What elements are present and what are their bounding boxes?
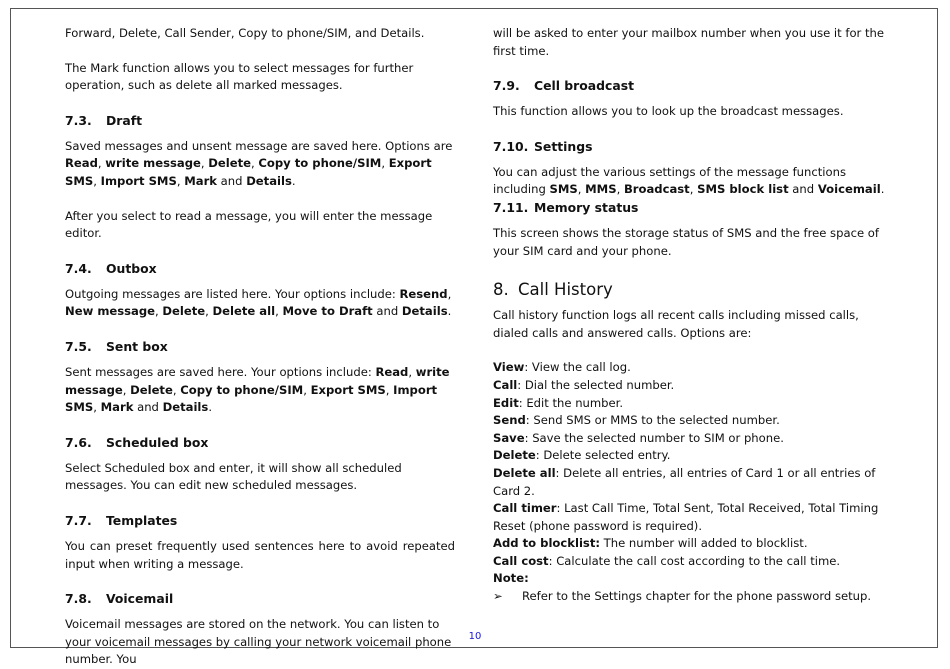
option-item (493, 553, 893, 571)
option-term: View (493, 360, 525, 375)
heading-cell-broadcast (493, 77, 893, 95)
option-term: Call cost (493, 553, 549, 568)
paragraph-call-history-intro: Call history function logs all recent calls including missed calls, dialed calls and answered calls. Options are: (493, 308, 859, 340)
section-title: Scheduled box (106, 434, 209, 450)
heading-settings (493, 138, 893, 156)
chapter-number: 8. (493, 280, 509, 300)
section-title: Sent box (106, 338, 168, 354)
section-number: 7.9. (493, 78, 520, 94)
paragraph-draft: Saved messages and unsent message are saved here. Options are Read, write message, Delete, Copy to phone/SIM, Export SMS, Import SMS, Mark and Details. (65, 138, 453, 188)
section-number: 7.5. (65, 338, 92, 354)
section-number: 7.4. (65, 260, 92, 276)
section-title: Voicemail (106, 591, 174, 607)
heading-voicemail (65, 590, 455, 608)
paragraph-draft-editor: After you select to read a message, you will enter the message editor. (65, 208, 433, 241)
option-term: Edit (493, 395, 519, 410)
heading-draft (65, 112, 455, 130)
arrow-bullet-icon: ➢ (493, 589, 503, 604)
section-number: 7.8. (65, 591, 92, 607)
paragraph-memory-status: This screen shows the storage status of SMS and the free space of your SIM card and your phone. (493, 225, 879, 258)
paragraph-voicemail: Voicemail messages are stored on the network. You can listen to your voicemail messages by calling your network voicemail phone number. You (65, 617, 452, 667)
option-item (493, 465, 893, 500)
note-label: Note: (493, 571, 529, 586)
section-number: 7.11. (493, 199, 529, 215)
option-term: Call (493, 377, 518, 392)
option-item (493, 395, 893, 413)
option-description: : Save the selected number to SIM or phone. (524, 430, 784, 445)
option-description: The number will added to blocklist. (600, 536, 808, 551)
option-description: : Last Call Time, Total Sent, Total Received, Total Timing Reset (phone password is required). (493, 501, 879, 533)
paragraph-mark: The Mark function allows you to select messages for further operation, such as delete all marked messages. (65, 60, 414, 93)
heading-call-history (493, 277, 893, 303)
option-term: Send (493, 413, 526, 428)
section-number: 7.10. (493, 138, 529, 154)
paragraph-outbox: Outgoing messages are listed here. Your options include: Resend, New message, Delete, Delete all, Move to Draft and Details. (65, 286, 452, 319)
call-history-options-list (493, 359, 893, 570)
paragraph-templates: You can preset frequently used sentences here to avoid repeated input when writing a message. (65, 538, 455, 571)
section-number: 7.7. (65, 512, 92, 528)
heading-templates (65, 512, 455, 530)
option-item (493, 377, 893, 395)
option-item (493, 412, 893, 430)
option-term: Add to blocklist: (493, 536, 600, 551)
chapter-title: Call History (518, 280, 613, 300)
note-text: Refer to the Settings chapter for the phone password setup. (522, 589, 872, 604)
paragraph-sent-box: Sent messages are saved here. Your options include: Read, write message, Delete, Copy to phone/SIM, Export SMS, Import SMS, Mark and Details. (65, 364, 450, 415)
option-item (493, 500, 893, 535)
heading-memory-status (493, 199, 893, 217)
right-column (493, 25, 893, 606)
section-title: Memory status (534, 199, 639, 215)
option-description: : Delete selected entry. (535, 448, 671, 463)
section-number: 7.6. (65, 434, 92, 450)
option-description: : Calculate the call cost according to the call time. (548, 553, 841, 568)
page-number: 10 (468, 631, 482, 642)
heading-outbox (65, 260, 455, 278)
note-item (493, 588, 893, 606)
paragraph-settings: You can adjust the various settings of the message functions including SMS, MMS, Broadcast, SMS block list and Voicemail. (493, 164, 885, 197)
paragraph-scheduled-box: Select Scheduled box and enter, it will show all scheduled messages. You can edit new scheduled messages. (65, 460, 402, 493)
option-item (493, 535, 893, 553)
section-number: 7.3. (65, 112, 92, 128)
heading-scheduled-box (65, 434, 455, 452)
option-term: Delete (493, 448, 536, 463)
section-title: Draft (106, 112, 143, 128)
option-item (493, 430, 893, 448)
option-description: : View the call log. (524, 360, 631, 375)
option-term: Delete all (493, 465, 556, 480)
section-title: Outbox (106, 260, 157, 276)
option-description: : Send SMS or MMS to the selected number. (525, 413, 780, 428)
section-title: Templates (106, 512, 178, 528)
option-description: : Edit the number. (518, 395, 624, 410)
section-title: Settings (534, 138, 593, 154)
option-description: : Dial the selected number. (517, 377, 675, 392)
paragraph-forward: Forward, Delete, Call Sender, Copy to phone/SIM, and Details. (65, 26, 425, 40)
option-description: : Delete all entries, all entries of Card 1 or all entries of Card 2. (493, 465, 876, 498)
option-item (493, 359, 893, 377)
paragraph-cell-broadcast: This function allows you to look up the broadcast messages. (493, 104, 844, 119)
option-term: Call timer (493, 501, 557, 516)
left-column (65, 25, 455, 669)
option-term: Save (493, 430, 525, 445)
heading-sent-box (65, 338, 455, 356)
paragraph-voicemail-continued: will be asked to enter your mailbox number when you use it for the first time. (493, 26, 885, 58)
section-title: Cell broadcast (534, 78, 635, 94)
option-item (493, 447, 893, 465)
